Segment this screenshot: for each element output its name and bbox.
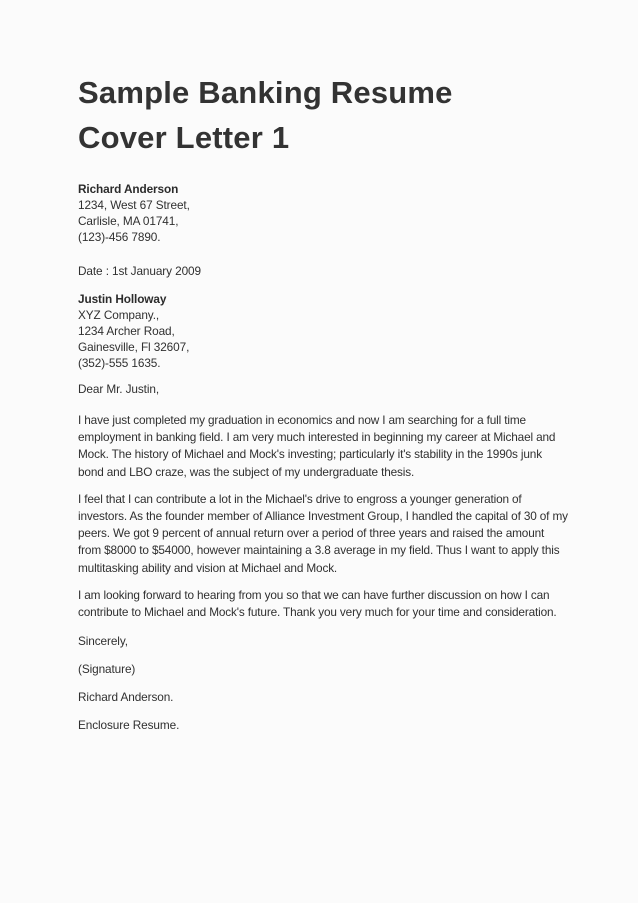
recipient-phone: (352)-555 1635. — [78, 356, 161, 370]
salutation: Dear Mr. Justin, — [78, 382, 160, 396]
signature-placeholder: (Signature) — [78, 662, 136, 677]
recipient-company: XYZ Company., — [78, 308, 160, 322]
recipient-name: Justin Holloway — [78, 292, 167, 306]
page-title — [78, 70, 570, 160]
signed-name: Richard Anderson. — [78, 690, 174, 705]
sender-city: Carlisle, MA 01741, — [78, 214, 179, 228]
date-line: Date : 1st January 2009 — [78, 264, 201, 278]
sender-address-block — [78, 181, 570, 245]
body-paragraph-1: I have just completed my graduation in economics and now I am searching for a full time employment in banking field. I am very much interested in beginning my career at Michael and Mock. The history of Michael and Mock's investing; particularly it's stability in the 1990s junk bond and LBO craze, was the subject of my undergraduate thesis. — [78, 413, 556, 479]
enclosure-note: Enclosure Resume. — [78, 718, 180, 733]
recipient-street: 1234 Archer Road, — [78, 324, 175, 338]
sender-street: 1234, West 67 Street, — [78, 198, 190, 212]
sender-name: Richard Anderson — [78, 182, 179, 196]
page-title-line-1: Sample Banking Resume — [78, 75, 453, 110]
sender-phone: (123)-456 7890. — [78, 230, 161, 244]
closing-regards: Sincerely, — [78, 634, 128, 649]
body-paragraph-3: I am looking forward to hearing from you so that we can have further discussion on how I can contribute to Michael and Mock's future. Thank you very much for your time and consideration. — [78, 587, 557, 620]
recipient-city: Gainesville, Fl 32607, — [78, 340, 190, 354]
recipient-address-block — [78, 291, 570, 371]
body-paragraph-2: I feel that I can contribute a lot in the Michael's drive to engross a younger generation of investors. As the founder member of Alliance Investment Group, I handled the capital of 30 of my peers. We got 9 percent of annual return over a period of three years and raised the amount from $8000 to $54000, however maintaining a 3.8 average in my field. Thus I want to apply this multitasking ability and vision at Michael and Mock. — [78, 491, 568, 575]
page-title-line-2: Cover Letter 1 — [78, 120, 290, 155]
